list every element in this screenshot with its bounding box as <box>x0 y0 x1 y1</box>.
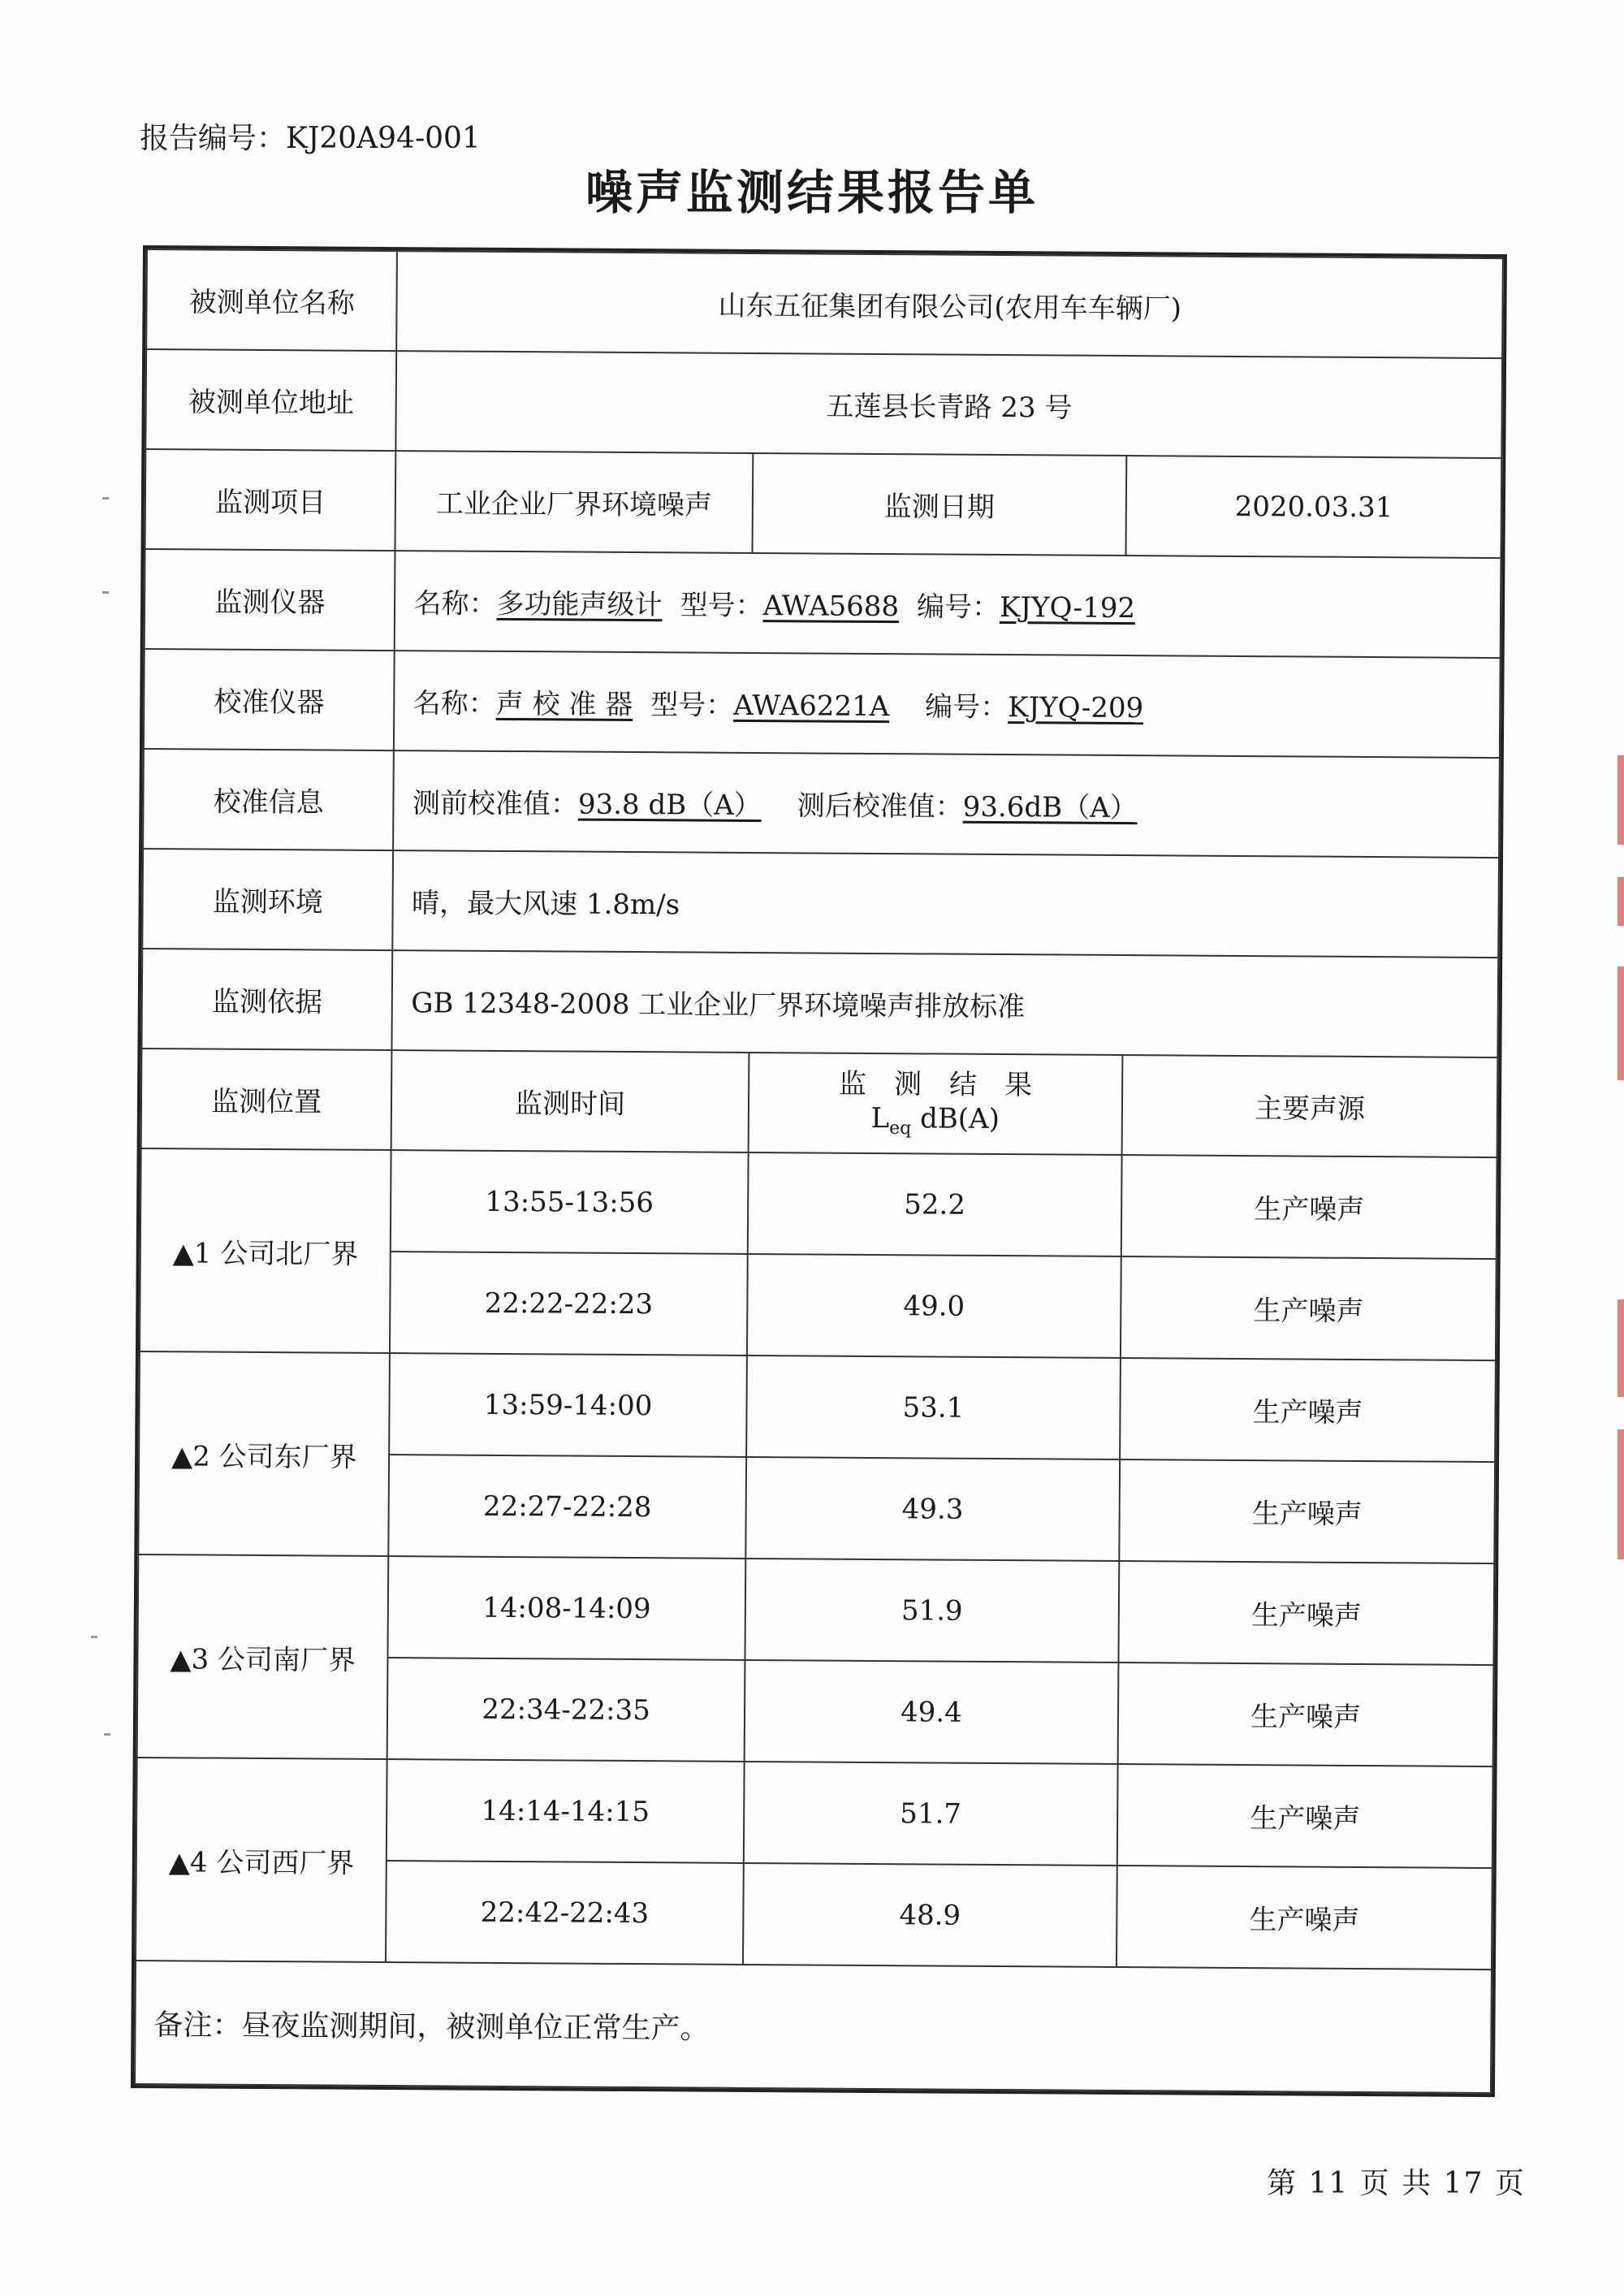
scan-speck <box>104 1733 110 1736</box>
unit-name-value: 山东五征集团有限公司(农用车车辆厂) <box>397 251 1503 358</box>
environment-value: 晴，最大风速 1.8m/s <box>393 850 1499 958</box>
monitoring-date-label: 监测日期 <box>752 453 1126 556</box>
header-result-sub: eq <box>889 1118 912 1139</box>
monitoring-item-label: 监测项目 <box>145 449 396 551</box>
table-row <box>136 1758 1493 1868</box>
calibration-info-label: 校准信息 <box>143 749 394 850</box>
header-result-line2 <box>760 1100 1110 1141</box>
instrument-details <box>395 551 1501 658</box>
value-cell: 51.7 <box>743 1762 1117 1866</box>
unit-address-row <box>145 349 1502 458</box>
table-row <box>140 1148 1497 1259</box>
time-cell: 22:22-22:23 <box>390 1252 747 1356</box>
value-cell: 53.1 <box>746 1356 1121 1459</box>
scan-speck <box>91 1636 97 1638</box>
calibrator-name: 声 校 准 器 <box>495 687 633 722</box>
source-cell: 生产噪声 <box>1116 1866 1492 1970</box>
position-west: ▲4 公司西厂界 <box>136 1758 387 1962</box>
unit-name-row <box>146 249 1503 358</box>
source-cell: 生产噪声 <box>1121 1256 1497 1360</box>
note-text: 备注：昼夜监测期间，被测单位正常生产。 <box>135 1961 1492 2093</box>
instrument-id: KJYQ-192 <box>999 591 1136 625</box>
header-result <box>748 1053 1122 1155</box>
calibrator-name-label: 名称： <box>412 687 496 720</box>
source-cell: 生产噪声 <box>1120 1358 1496 1462</box>
table-row <box>139 1351 1496 1462</box>
source-cell: 生产噪声 <box>1117 1764 1493 1868</box>
stamp-edge-mark <box>1618 1299 1624 1397</box>
stamp-edge-mark <box>1618 1429 1624 1559</box>
basis-value: GB 12348-2008 工业企业厂界环境噪声排放标准 <box>392 950 1498 1057</box>
calibration-before-value: 93.8 dB（A） <box>577 788 762 823</box>
header-result-line1: 监 测 结 果 <box>838 1067 1033 1101</box>
page-title: 噪声监测结果报告单 <box>585 165 1039 220</box>
monitoring-date-value: 2020.03.31 <box>1126 456 1502 558</box>
environment-label: 监测环境 <box>142 849 393 950</box>
report-table <box>134 249 1504 2094</box>
unit-address-value: 五莲县长青路 23 号 <box>396 351 1502 458</box>
stamp-edge-mark <box>1618 755 1624 845</box>
basis-row <box>141 949 1498 1057</box>
source-cell: 生产噪声 <box>1121 1155 1497 1259</box>
header-position: 监测位置 <box>141 1049 392 1150</box>
report-number-value: KJ20A94-001 <box>286 122 481 155</box>
environment-row <box>142 849 1499 958</box>
time-cell: 22:42-22:43 <box>386 1861 743 1965</box>
source-cell: 生产噪声 <box>1118 1663 1494 1766</box>
stamp-edge-mark <box>1618 877 1624 926</box>
instrument-model: AWA5688 <box>762 590 900 624</box>
time-cell: 13:59-14:00 <box>390 1353 747 1457</box>
scan-speck <box>102 497 109 499</box>
note-row <box>135 1961 1492 2093</box>
instrument-name-label: 名称： <box>413 587 497 620</box>
calibrator-model-label: 型号： <box>650 689 734 722</box>
unit-address-label: 被测单位地址 <box>145 349 396 451</box>
time-cell: 22:27-22:28 <box>389 1455 746 1559</box>
value-cell: 49.4 <box>744 1660 1118 1764</box>
scan-speck <box>102 591 109 594</box>
monitoring-item-value: 工业企业厂界环境噪声 <box>395 451 753 553</box>
calibration-before-label: 测前校准值： <box>412 787 579 821</box>
time-cell: 14:14-14:15 <box>387 1759 744 1863</box>
time-cell: 22:34-22:35 <box>387 1658 745 1762</box>
position-south: ▲3 公司南厂界 <box>137 1554 389 1759</box>
instrument-id-label: 编号： <box>916 590 1000 625</box>
calibrator-row <box>144 649 1501 758</box>
calibration-info-row <box>143 749 1500 858</box>
calibrator-model: AWA6221A <box>733 689 890 724</box>
stamp-edge-mark <box>1618 966 1624 1080</box>
time-cell: 14:08-14:09 <box>388 1556 745 1660</box>
report-number-label: 报告编号： <box>140 122 287 155</box>
source-cell: 生产噪声 <box>1119 1561 1495 1665</box>
instrument-row <box>145 549 1501 658</box>
value-cell: 49.0 <box>747 1254 1121 1358</box>
calibrator-id-label: 编号： <box>925 690 1009 724</box>
header-time: 监测时间 <box>391 1050 749 1152</box>
value-cell: 52.2 <box>747 1152 1121 1256</box>
calibration-after-label: 测后校准值： <box>797 789 963 824</box>
value-cell: 48.9 <box>743 1863 1117 1967</box>
position-north: ▲1 公司北厂界 <box>140 1148 391 1353</box>
instrument-label: 监测仪器 <box>145 549 395 651</box>
source-cell: 生产噪声 <box>1120 1459 1496 1563</box>
basis-label: 监测依据 <box>141 949 392 1050</box>
instrument-name: 多功能声级计 <box>496 587 663 622</box>
position-east: ▲2 公司东厂界 <box>138 1351 390 1556</box>
calibrator-label: 校准仪器 <box>144 649 395 750</box>
value-cell: 49.3 <box>745 1457 1120 1561</box>
calibration-info-details <box>394 750 1500 858</box>
header-result-l: L <box>870 1102 890 1135</box>
monitoring-item-row <box>145 449 1502 558</box>
instrument-model-label: 型号： <box>680 589 763 623</box>
report-table-frame <box>131 245 1507 2097</box>
page-indicator: 第 11 页 共 17 页 <box>1267 2167 1526 2200</box>
value-cell: 51.9 <box>745 1559 1119 1663</box>
calibration-after-value: 93.6dB（A） <box>962 790 1138 825</box>
header-result-unit: dB(A) <box>911 1102 1000 1136</box>
table-row <box>137 1554 1494 1665</box>
unit-name-label: 被测单位名称 <box>146 249 397 351</box>
header-source: 主要声源 <box>1122 1055 1498 1157</box>
calibrator-details <box>394 651 1500 758</box>
calibrator-id: KJYQ-209 <box>1008 691 1144 725</box>
results-header-row <box>141 1049 1498 1157</box>
report-number <box>140 115 481 157</box>
time-cell: 13:55-13:56 <box>391 1150 748 1254</box>
